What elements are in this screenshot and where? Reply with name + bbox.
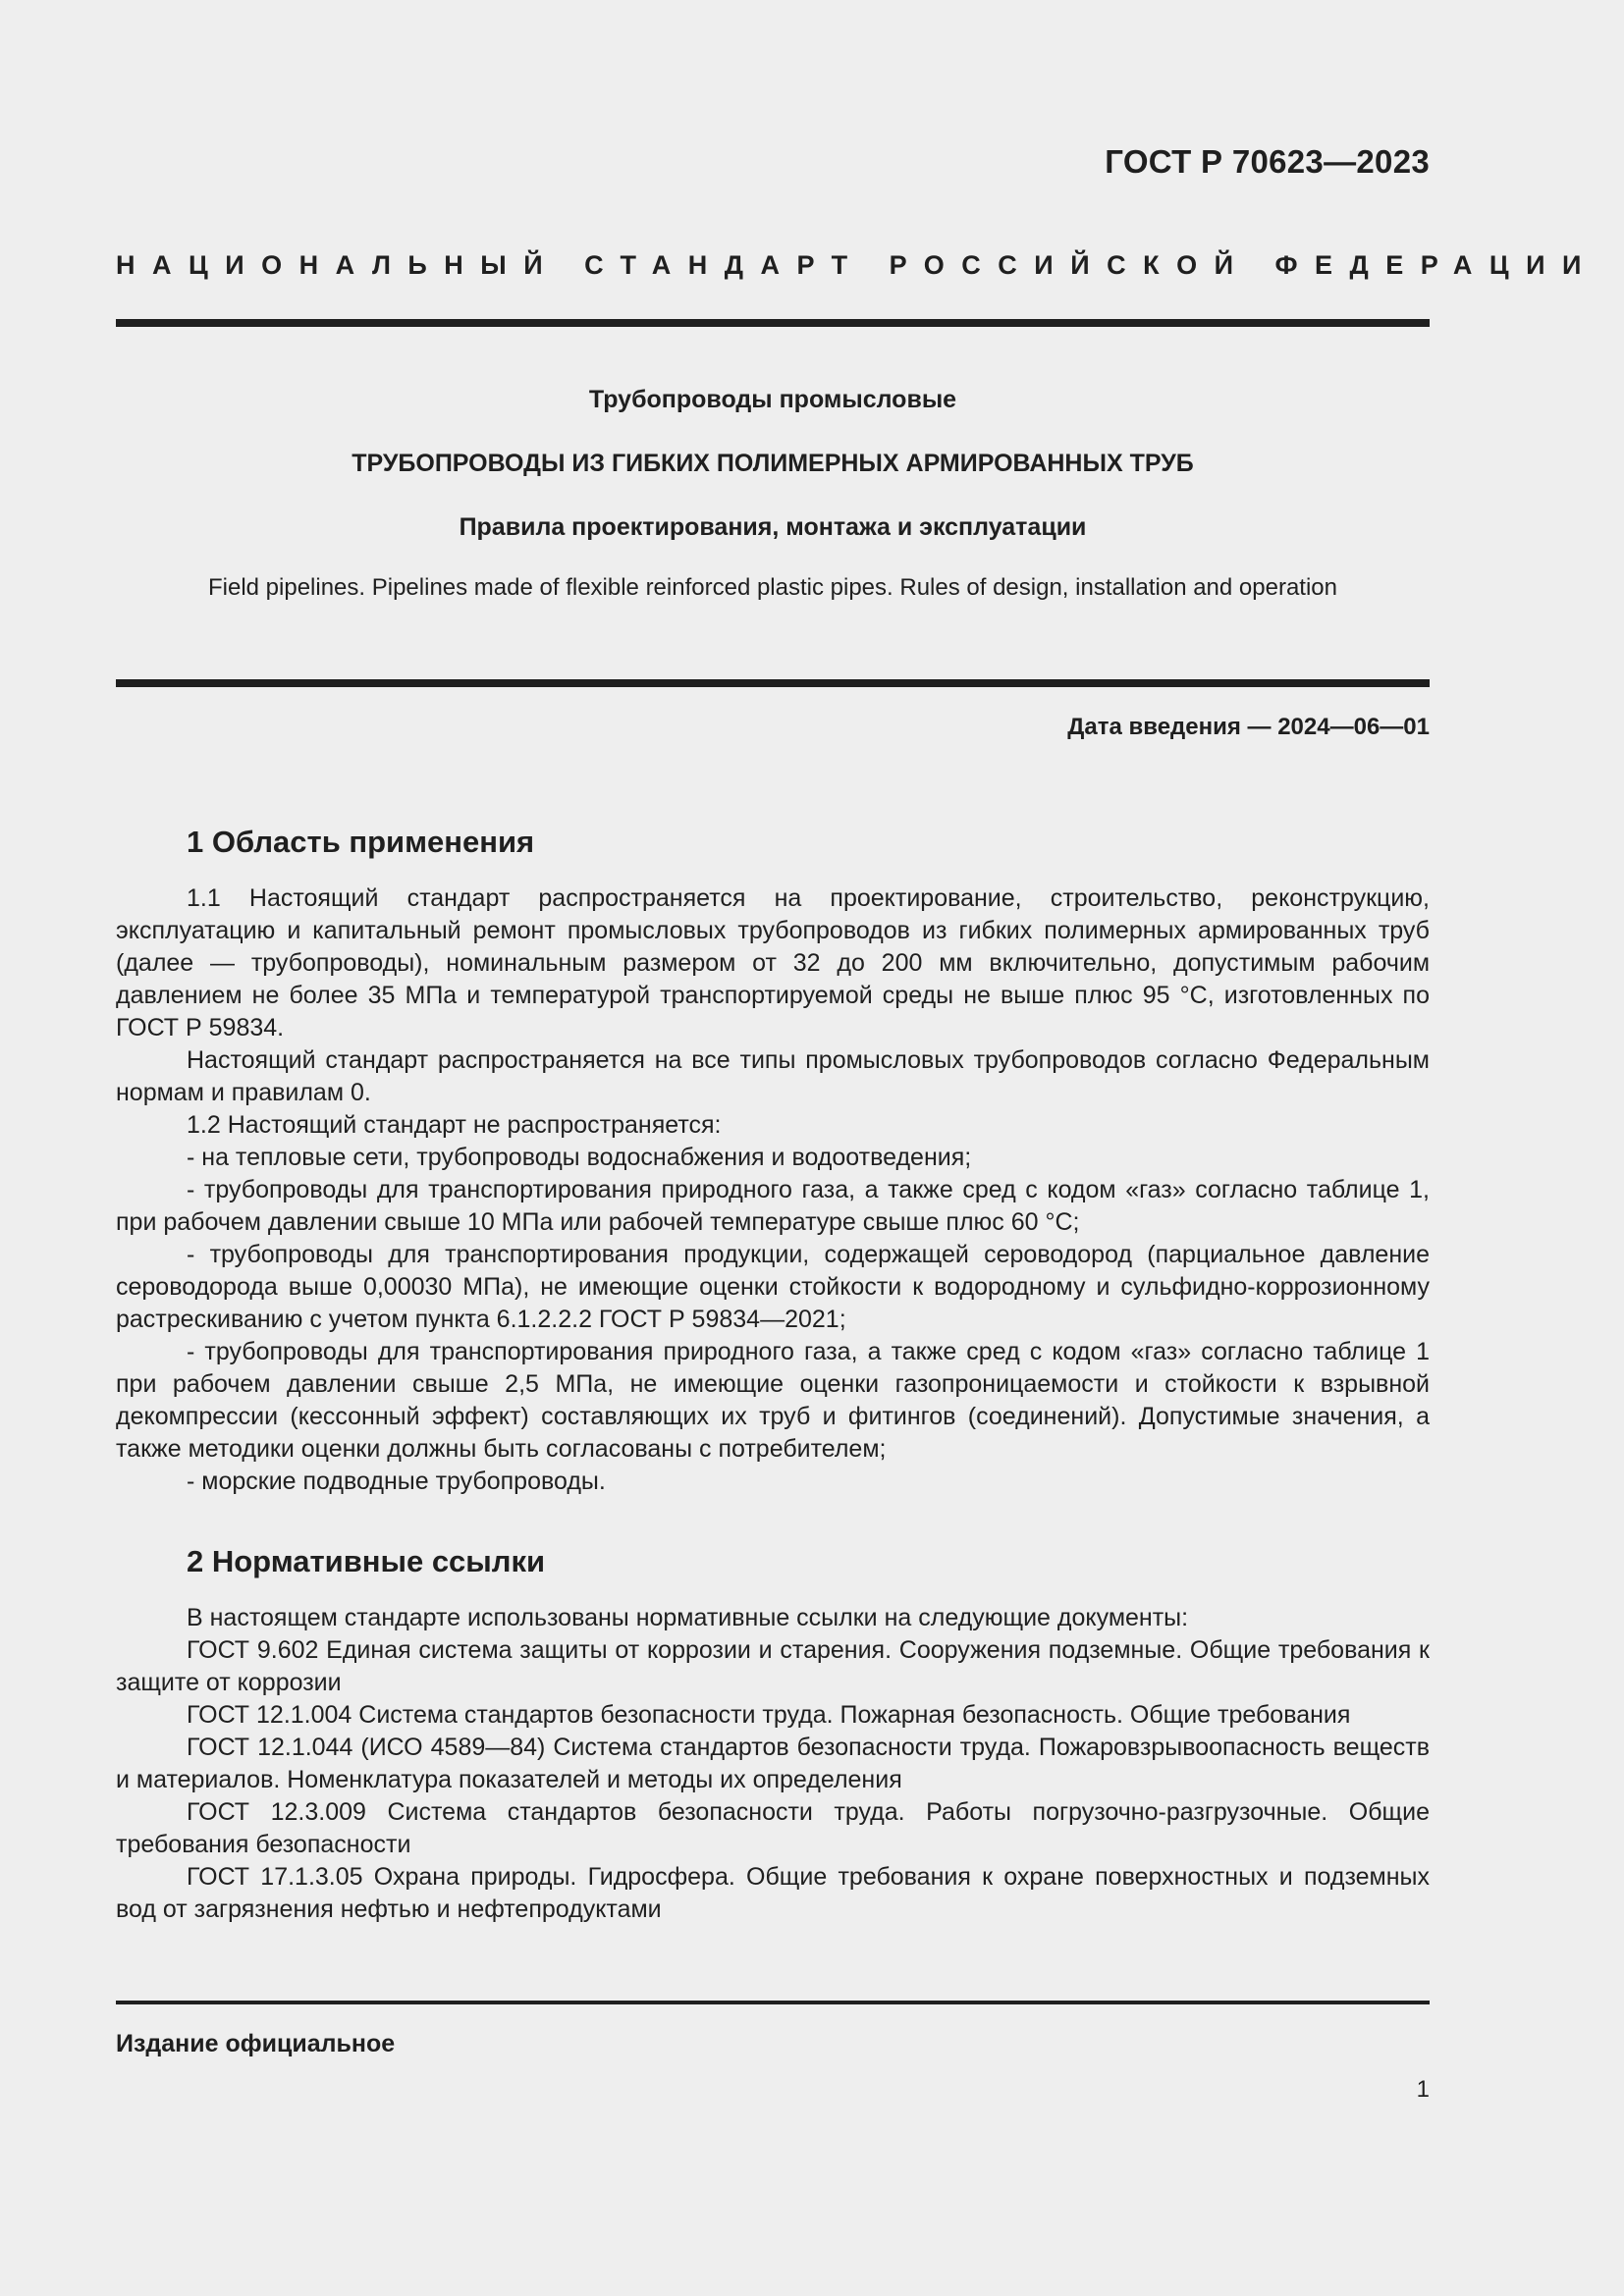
title-group: Трубопроводы промысловые xyxy=(588,386,957,413)
footer-rule xyxy=(116,2001,1430,2004)
paragraph: Настоящий стандарт распространяется на все типы промысловых трубопроводов согласно Федеральным нормам и правилам 0. xyxy=(116,1046,1430,1106)
page-number: 1 xyxy=(1416,2076,1430,2103)
title-english: Field pipelines. Pipelines made of flexible reinforced plastic pipes. Rules of design, installation and operation xyxy=(207,574,1337,601)
section-1-body xyxy=(116,882,1430,1498)
title-rule xyxy=(116,679,1430,687)
section-2-body xyxy=(116,1602,1430,1926)
paragraph: 1.1 Настоящий стандарт распространяется на проектирование, строительство, реконструкцию, эксплуатацию и капитальный ремонт промысловых трубопроводов из гибких полимерных армированных труб (далее — трубопроводы), номинальным размером от 32 до 200 мм включительно, допустимым рабочим давлением не более 35 МПа и температурой транспортируемой среды не выше плюс 95 °С, изготовленных по ГОСТ Р 59834. xyxy=(116,884,1430,1041)
paragraph: В настоящем стандарте использованы нормативные ссылки на следующие документы: xyxy=(187,1604,1189,1631)
paragraph: 1.2 Настоящий стандарт не распространяется: xyxy=(187,1111,722,1139)
national-standard-heading: НАЦИОНАЛЬНЫЙ СТАНДАРТ РОССИЙСКОЙ ФЕДЕРАЦИИ xyxy=(116,250,1598,280)
reference-item: ГОСТ 12.1.044 (ИСО 4589—84) Система стандартов безопасности труда. Пожаровзрывоопасность веществ и материалов. Номенклатура показателей и методы их определения xyxy=(116,1734,1430,1793)
document-page xyxy=(116,0,1598,2296)
official-edition-label: Издание официальное xyxy=(116,2030,396,2057)
list-item: - трубопроводы для транспортирования природного газа, а также сред с кодом «газ» согласно таблице 1 при рабочем давлении свыше 2,5 МПа, не имеющие оценки газопроницаемости и стойкости к взрывной декомпрессии (кессонный эффект) составляющих их труб и фитингов (соединений). Допустимые значения, а также методики оценки должны быть согласованы с потребителем; xyxy=(116,1338,1430,1463)
title-main: ТРУБОПРОВОДЫ ИЗ ГИБКИХ ПОЛИМЕРНЫХ АРМИРОВАННЫХ ТРУБ xyxy=(352,450,1194,477)
reference-item: ГОСТ 9.602 Единая система защиты от коррозии и старения. Сооружения подземные. Общие требования к защите от коррозии xyxy=(116,1636,1430,1696)
reference-item: ГОСТ 17.1.3.05 Охрана природы. Гидросфера. Общие требования к охране поверхностных и подземных вод от загрязнения нефтью и нефтепродуктами xyxy=(116,1863,1430,1923)
list-item: - трубопроводы для транспортирования природного газа, а также сред с кодом «газ» согласно таблице 1, при рабочем давлении свыше 10 МПа или рабочей температуре свыше плюс 60 °С; xyxy=(116,1176,1430,1236)
list-item: - на тепловые сети, трубопроводы водоснабжения и водоотведения; xyxy=(187,1144,972,1171)
introduction-date: Дата введения — 2024—06—01 xyxy=(1067,714,1430,740)
section-1-title: 1 Область применения xyxy=(187,825,535,859)
top-rule xyxy=(116,319,1430,327)
list-item: - морские подводные трубопроводы. xyxy=(187,1468,606,1495)
title-subtitle: Правила проектирования, монтажа и эксплуатации xyxy=(459,513,1087,541)
reference-item: ГОСТ 12.1.004 Система стандартов безопасности труда. Пожарная безопасность. Общие требования xyxy=(187,1701,1351,1729)
list-item: - трубопроводы для транспортирования продукции, содержащей сероводород (парциальное давление сероводорода выше 0,00030 МПа), не имеющие оценки стойкости к водородному и сульфидно-коррозионному растрескиванию с учетом пункта 6.1.2.2.2 ГОСТ Р 59834—2021; xyxy=(116,1241,1430,1333)
document-code: ГОСТ Р 70623—2023 xyxy=(1105,143,1430,180)
reference-item: ГОСТ 12.3.009 Система стандартов безопасности труда. Работы погрузочно-разгрузочные. Общие требования безопасности xyxy=(116,1798,1430,1858)
section-2-title: 2 Нормативные ссылки xyxy=(187,1544,546,1578)
